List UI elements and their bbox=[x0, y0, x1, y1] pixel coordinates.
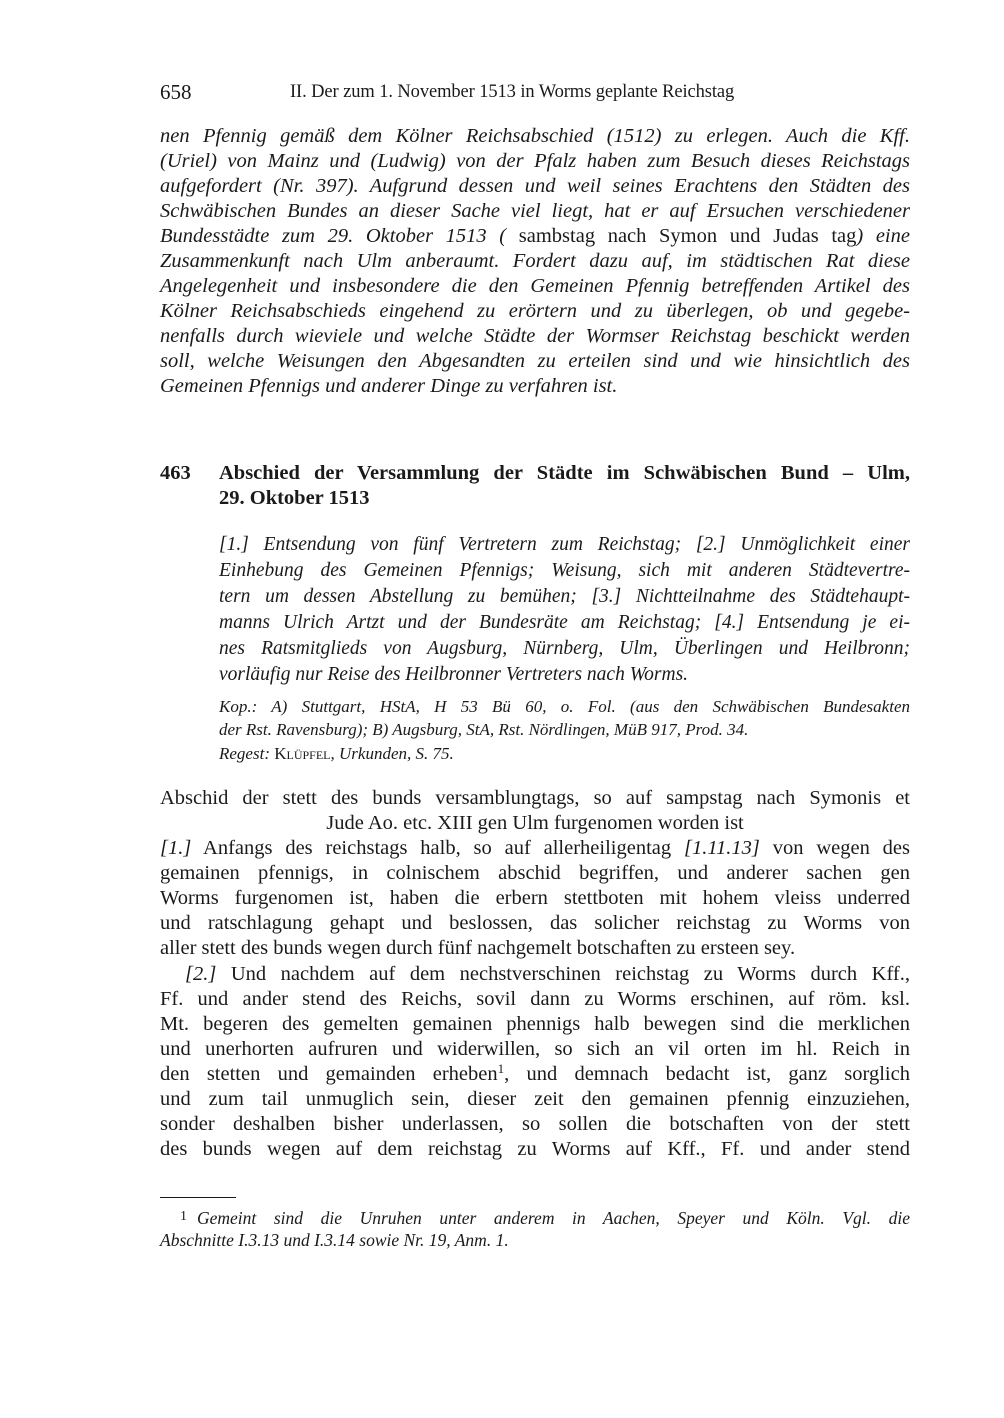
summary-line: Angelegenheit und insbesondere die den Gemeinen Pfennig betreffenden Artikel des bbox=[160, 275, 910, 297]
regest-citation: , Urkunden, S. 75. bbox=[330, 744, 454, 763]
body-text: den stetten und gemainden erheben bbox=[160, 1063, 498, 1085]
paragraph-marker: [2.] bbox=[185, 963, 217, 985]
source-heading-line: Abschid der stett des bunds versamblungtags, so auf sampstag nach Symonis et bbox=[160, 787, 910, 809]
body-text: Anfangs des reichstags halb, so auf allerheiligentag bbox=[191, 837, 684, 859]
source-heading-line: Jude Ao. etc. XIII gen Ulm furgenomen worden ist bbox=[326, 812, 744, 834]
editorial-date: [1.11.13] bbox=[683, 837, 760, 859]
body-line: gemainen pfennigs, in colnischem abschid begriffen, und anderer sachen gen bbox=[160, 862, 910, 884]
summary-line: soll, welche Weisungen den Abgesandten zu erteilen sind und wie hinsichtlich des bbox=[160, 350, 910, 372]
footnote-mark: 1 bbox=[180, 1209, 187, 1224]
footnote-line: Abschnitte I.3.13 und I.3.14 sowie Nr. 19, Anm. 1. bbox=[160, 1230, 509, 1250]
body-line bbox=[185, 962, 910, 986]
summary-line bbox=[160, 224, 910, 248]
body-line: aller stett des bunds wegen durch fünf nachgemelt botschaften zu ersteen sey. bbox=[160, 937, 796, 959]
footnote-reference[interactable]: 1 bbox=[497, 1061, 505, 1076]
regest-label: Regest: bbox=[219, 744, 275, 763]
regest-line: Einhebung des Gemeinen Pfennigs; Weisung, sich mit anderen Städtevertre- bbox=[219, 560, 910, 581]
summary-text: Bundesstädte zum 29. Oktober 1513 ( bbox=[160, 225, 507, 247]
source-line: der Rst. Ravensburg); B) Augsburg, StA, Rst. Nördlingen, MüB 917, Prod. 34. bbox=[219, 720, 749, 739]
body-text: von wegen des bbox=[759, 837, 910, 859]
body-line: und unerhorten aufruren und widerwillen, so sich an vil orten im hl. Reich in bbox=[160, 1038, 910, 1060]
regest-reference bbox=[219, 743, 910, 765]
regest-line: nes Ratsmitglieds von Augsburg, Nürnberg, Ulm, Überlingen und Heilbronn; bbox=[219, 638, 910, 659]
regest-line: vorläufig nur Reise des Heilbronner Vertreters nach Worms. bbox=[219, 664, 689, 685]
document-title-line: 29. Oktober 1513 bbox=[219, 487, 370, 509]
body-line: sonder deshalben bisher underlassen, so sollen die botschaften von der stett bbox=[160, 1113, 910, 1135]
body-line bbox=[160, 1062, 910, 1086]
summary-line: Schwäbischen Bundes an dieser Sache viel liegt, hat er auf Ersuchen verschiedener bbox=[160, 200, 910, 222]
footnote-divider bbox=[160, 1197, 236, 1198]
page-number: 658 bbox=[160, 80, 192, 104]
source-quote: sambstag nach Symon und Judas tag bbox=[506, 225, 857, 247]
footnote-text: Gemeint sind die Unruhen unter anderem in Aachen, Speyer und Köln. Vgl. die bbox=[197, 1208, 910, 1228]
summary-line: Gemeinen Pfennigs und anderer Dinge zu verfahren ist. bbox=[160, 375, 618, 397]
body-line: Ff. und ander stend des Reichs, sovil dann zu Worms erschinen, auf röm. ksl. bbox=[160, 988, 910, 1010]
regest-author: Klüpfel bbox=[274, 744, 331, 763]
body-text: Und nachdem auf dem nechstverschinen reichstag zu Worms durch Kff., bbox=[216, 963, 910, 985]
body-line: und ratschlagung gehapt und beslossen, das solicher reichstag zu Worms von bbox=[160, 912, 910, 934]
summary-line: Zusammenkunft nach Ulm anberaumt. Fordert dazu auf, im städtischen Rat diese bbox=[160, 250, 910, 272]
summary-line: nen Pfennig gemäß dem Kölner Reichsabschied (1512) zu erlegen. Auch die Kff. bbox=[160, 125, 910, 147]
footnote-line bbox=[160, 1205, 910, 1230]
body-text: , und demnach bedacht ist, ganz sorglich bbox=[504, 1063, 910, 1085]
document-title-line: Abschied der Versammlung der Städte im Schwäbischen Bund – Ulm, bbox=[219, 462, 910, 484]
summary-line: aufgefordert (Nr. 397). Aufgrund dessen und weil seines Erachtens den Städten des bbox=[160, 175, 910, 197]
body-line: Worms furgenomen ist, haben die erbern stettboten mit hohem vleiss underred bbox=[160, 887, 910, 909]
paragraph-marker: [1.] bbox=[160, 837, 192, 859]
body-line: Mt. begeren des gemelten gemainen phennigs halb bewegen sind die merklichen bbox=[160, 1013, 910, 1035]
summary-line: (Uriel) von Mainz und (Ludwig) von der Pfalz haben zum Besuch dieses Reichstags bbox=[160, 150, 910, 172]
summary-line: Kölner Reichsabschieds eingehend zu erörtern und zu überlegen, ob und gegebe- bbox=[160, 300, 910, 322]
source-line: Kop.: A) Stuttgart, HStA, H 53 Bü 60, o. Fol. (aus den Schwäbischen Bundesakten bbox=[219, 697, 910, 716]
summary-text: ) eine bbox=[856, 225, 910, 247]
summary-line: nenfalls durch wieviele und welche Städte der Wormser Reichstag beschickt werden bbox=[160, 325, 910, 347]
running-title: II. Der zum 1. November 1513 in Worms geplante Reichstag bbox=[290, 82, 735, 102]
regest-line: [1.] Entsendung von fünf Vertretern zum Reichstag; [2.] Unmöglichkeit einer bbox=[219, 534, 910, 555]
body-line: und zum tail unmuglich sein, dieser zeit den gemainen pfennig einzuziehen, bbox=[160, 1088, 910, 1110]
body-line bbox=[160, 836, 910, 860]
body-line: des bunds wegen auf dem reichstag zu Worms auf Kff., Ff. und ander stend bbox=[160, 1138, 910, 1160]
regest-line: tern um dessen Abstellung zu bemühen; [3.] Nichtteilnahme des Städtehaupt- bbox=[219, 586, 910, 607]
running-head bbox=[160, 80, 910, 108]
document-number: 463 bbox=[160, 462, 191, 484]
regest-line: manns Ulrich Artzt und der Bundesräte am Reichstag; [4.] Entsendung je ei- bbox=[219, 612, 910, 633]
